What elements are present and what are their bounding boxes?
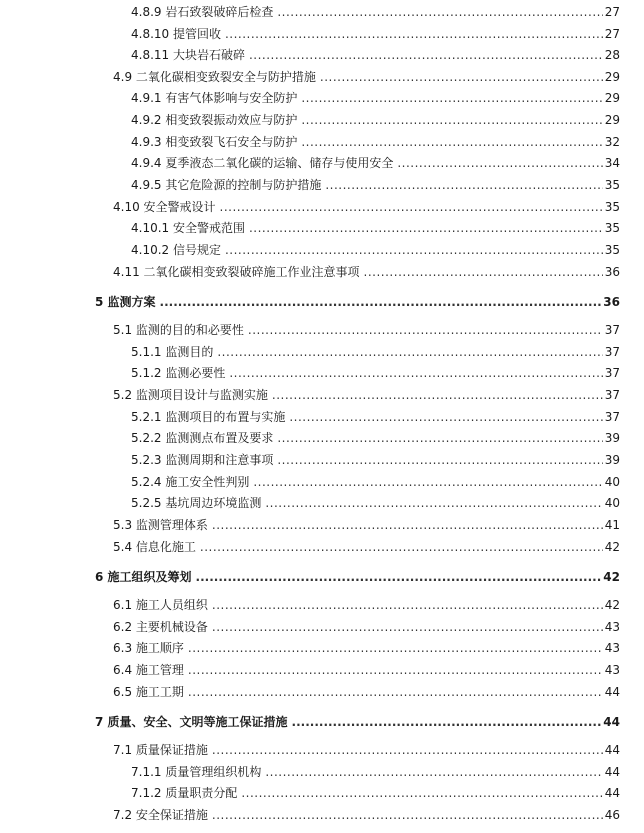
toc-entry[interactable] — [113, 67, 620, 87]
toc-entry-title: 6.5 施工工期 — [113, 685, 184, 699]
toc-page-number: 41 — [604, 518, 620, 532]
toc-page-number: 37 — [604, 366, 620, 380]
toc-leader-dots — [364, 262, 603, 282]
toc-leader-dots — [241, 783, 602, 803]
toc-leader-dots — [292, 712, 602, 732]
toc-leader-dots — [249, 218, 603, 238]
toc-leader-dots — [397, 153, 602, 173]
toc-leader-dots — [212, 617, 603, 637]
toc-page-number: 42 — [603, 570, 620, 584]
toc-entry-title: 4.10.1 安全警戒范围 — [131, 221, 245, 235]
toc-entry[interactable] — [131, 45, 620, 65]
toc-entry[interactable] — [113, 682, 620, 702]
toc-leader-dots — [325, 175, 602, 195]
toc-chapter-entry[interactable] — [95, 712, 620, 732]
toc-page-number: 27 — [604, 5, 620, 19]
toc-leader-dots — [188, 660, 603, 680]
toc-entry-title: 6.4 施工管理 — [113, 663, 184, 677]
toc-entry-title: 6.2 主要机械设备 — [113, 620, 208, 634]
toc-page-number: 32 — [604, 135, 620, 149]
toc-page-number: 44 — [604, 685, 620, 699]
toc-entry-title: 4.9.4 夏季液态二氧化碳的运输、储存与使用安全 — [131, 156, 394, 170]
toc-entry-title: 5.2 监测项目设计与监测实施 — [113, 388, 268, 402]
toc-page-number: 40 — [604, 475, 620, 489]
toc-leader-dots — [277, 2, 602, 22]
toc-page-number: 37 — [604, 345, 620, 359]
toc-entry-title: 4.9.1 有害气体影响与安全防护 — [131, 91, 298, 105]
toc-page-number: 28 — [604, 48, 620, 62]
toc-entry[interactable] — [113, 385, 620, 405]
toc-entry[interactable] — [113, 515, 620, 535]
toc-leader-dots — [277, 450, 602, 470]
toc-page-number: 43 — [604, 641, 620, 655]
toc-page-number: 35 — [604, 178, 620, 192]
toc-entry-title: 4.9 二氧化碳相变致裂安全与防护措施 — [113, 70, 316, 84]
toc-entry-title: 4.10 安全警戒设计 — [113, 200, 216, 214]
toc-page-number: 39 — [604, 431, 620, 445]
toc-entry[interactable] — [113, 262, 620, 282]
toc-entry-title: 4.9.5 其它危险源的控制与防护措施 — [131, 178, 322, 192]
toc-leader-dots — [217, 342, 602, 362]
toc-entry-title: 4.10.2 信号规定 — [131, 243, 221, 257]
toc-page-number: 27 — [604, 27, 620, 41]
toc-page-number: 44 — [604, 743, 620, 757]
toc-page-number: 36 — [604, 265, 620, 279]
toc-entry[interactable] — [131, 88, 620, 108]
toc-entry-title: 5.2.2 监测测点布置及要求 — [131, 431, 274, 445]
toc-entry-title: 6.1 施工人员组织 — [113, 598, 208, 612]
toc-entry-title: 4.9.2 相变致裂振动效应与防护 — [131, 113, 298, 127]
toc-leader-dots — [249, 45, 603, 65]
toc-leader-dots — [160, 292, 602, 312]
toc-leader-dots — [289, 407, 602, 427]
toc-entry-title: 5.1 监测的目的和必要性 — [113, 323, 244, 337]
toc-page-number: 42 — [604, 540, 620, 554]
toc-page-number: 46 — [604, 808, 620, 822]
toc-entry[interactable] — [131, 493, 620, 513]
toc-leader-dots — [212, 740, 603, 760]
toc-leader-dots — [301, 132, 602, 152]
toc-page-number: 29 — [604, 70, 620, 84]
toc-page-number: 44 — [603, 715, 620, 729]
toc-entry-title: 7 质量、安全、文明等施工保证措施 — [95, 715, 288, 729]
toc-entry-title: 5.1.1 监测目的 — [131, 345, 214, 359]
toc-leader-dots — [212, 805, 603, 825]
toc-page-number: 34 — [604, 156, 620, 170]
toc-entry[interactable] — [131, 2, 620, 22]
toc-entry[interactable] — [131, 132, 620, 152]
toc-entry[interactable] — [131, 24, 620, 44]
toc-entry-title: 7.1.1 质量管理组织机构 — [131, 765, 262, 779]
toc-entry-title: 5.2.3 监测周期和注意事项 — [131, 453, 274, 467]
toc-leader-dots — [272, 385, 603, 405]
toc-entry[interactable] — [131, 175, 620, 195]
toc-entry[interactable] — [131, 363, 620, 383]
toc-chapter-entry[interactable] — [95, 567, 620, 587]
toc-entry[interactable] — [131, 240, 620, 260]
toc-entry[interactable] — [113, 595, 620, 615]
toc-page-number: 43 — [604, 663, 620, 677]
toc-leader-dots — [253, 472, 602, 492]
toc-entry-title: 5.2.5 基坑周边环境监测 — [131, 496, 262, 510]
toc-entry[interactable] — [131, 153, 620, 173]
toc-page-number: 37 — [604, 323, 620, 337]
toc-entry-title: 7.1 质量保证措施 — [113, 743, 208, 757]
toc-entry-title: 4.8.11 大块岩石破碎 — [131, 48, 245, 62]
toc-entry[interactable] — [131, 450, 620, 470]
toc-entry-title: 4.9.3 相变致裂飞石安全与防护 — [131, 135, 298, 149]
toc-page-number: 37 — [604, 388, 620, 402]
toc-leader-dots — [301, 110, 602, 130]
toc-entry-title: 6.3 施工顺序 — [113, 641, 184, 655]
toc-leader-dots — [229, 363, 602, 383]
toc-page-number: 29 — [604, 91, 620, 105]
toc-page-number: 40 — [604, 496, 620, 510]
toc-leader-dots — [188, 682, 603, 702]
toc-entry-title: 4.8.10 提管回收 — [131, 27, 221, 41]
toc-entry-title: 5.1.2 监测必要性 — [131, 366, 226, 380]
toc-chapter-entry[interactable] — [95, 292, 620, 312]
toc-entry-title: 4.11 二氧化碳相变致裂破碎施工作业注意事项 — [113, 265, 360, 279]
toc-page-number: 42 — [604, 598, 620, 612]
toc-entry[interactable] — [113, 638, 620, 658]
toc-entry-title: 5.2.1 监测项目的布置与实施 — [131, 410, 286, 424]
toc-entry-title: 6 施工组织及筹划 — [95, 570, 192, 584]
toc-leader-dots — [301, 88, 602, 108]
toc-entry[interactable] — [113, 537, 620, 557]
toc-entry[interactable] — [131, 407, 620, 427]
toc-leader-dots — [265, 493, 602, 513]
toc-leader-dots — [320, 67, 603, 87]
toc-entry-title: 4.8.9 岩石致裂破碎后检查 — [131, 5, 274, 19]
toc-page-number: 44 — [604, 786, 620, 800]
toc-entry[interactable] — [113, 740, 620, 760]
toc-page-number: 43 — [604, 620, 620, 634]
toc-page-number: 29 — [604, 113, 620, 127]
toc-entry[interactable] — [113, 660, 620, 680]
toc-leader-dots — [212, 515, 603, 535]
toc-entry[interactable] — [131, 762, 620, 782]
toc-page-number: 37 — [604, 410, 620, 424]
toc-leader-dots — [225, 240, 603, 260]
toc-page-number: 35 — [604, 221, 620, 235]
toc-entry[interactable] — [131, 110, 620, 130]
toc-entry-title: 5.4 信息化施工 — [113, 540, 196, 554]
toc-entry[interactable] — [131, 428, 620, 448]
toc-entry[interactable] — [131, 472, 620, 492]
toc-entry-title: 5.3 监测管理体系 — [113, 518, 208, 532]
toc-page-number: 36 — [603, 295, 620, 309]
toc-leader-dots — [225, 24, 603, 44]
toc-page-number: 35 — [604, 200, 620, 214]
toc-page-number: 39 — [604, 453, 620, 467]
toc-entry-title: 5.2.4 施工安全性判别 — [131, 475, 250, 489]
toc-entry[interactable] — [131, 783, 620, 803]
toc-leader-dots — [265, 762, 602, 782]
toc-leader-dots — [277, 428, 602, 448]
toc-leader-dots — [248, 320, 603, 340]
toc-entry[interactable] — [131, 218, 620, 238]
toc-page-number: 35 — [604, 243, 620, 257]
toc-entry-title: 5 监测方案 — [95, 295, 156, 309]
toc-leader-dots — [220, 197, 603, 217]
toc-leader-dots — [212, 595, 603, 615]
toc-leader-dots — [200, 537, 603, 557]
toc-entry[interactable] — [113, 617, 620, 637]
toc-entry[interactable] — [113, 805, 620, 825]
toc-entry[interactable] — [113, 197, 620, 217]
toc-entry[interactable] — [131, 342, 620, 362]
toc-entry-title: 7.1.2 质量职责分配 — [131, 786, 238, 800]
toc-entry[interactable] — [113, 320, 620, 340]
toc-leader-dots — [196, 567, 602, 587]
toc-page-number: 44 — [604, 765, 620, 779]
toc-leader-dots — [188, 638, 603, 658]
toc-entry-title: 7.2 安全保证措施 — [113, 808, 208, 822]
